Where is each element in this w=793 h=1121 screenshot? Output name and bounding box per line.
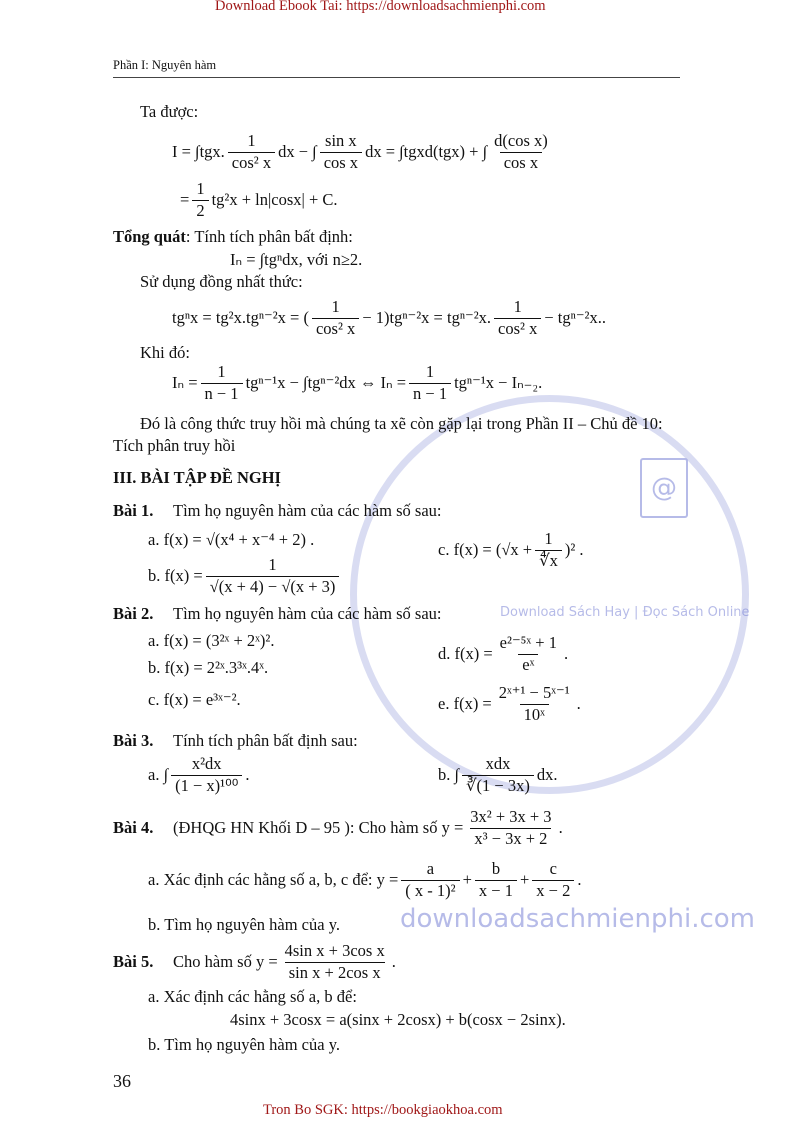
running-head: Phần I: Nguyên hàm	[113, 58, 217, 72]
eq-part: b. f(x) =	[148, 566, 203, 586]
numerator: x²dx	[191, 754, 222, 773]
denominator: x − 2	[532, 880, 574, 901]
numerator: 1	[247, 131, 256, 150]
watermark-book-icon: @	[640, 458, 688, 518]
denominator: sin x + 2cos x	[285, 962, 385, 983]
eq-part: tgⁿ⁻¹x − Iₙ₋₂.	[454, 373, 543, 393]
numerator: b	[491, 859, 501, 878]
eq-part: +	[519, 870, 530, 890]
eq-part: =	[180, 190, 190, 210]
denominator: cos² x	[228, 152, 275, 173]
paragraph-line-2: Tích phân truy hồi	[113, 436, 236, 455]
bai3-b	[438, 755, 557, 796]
denominator: n − 1	[409, 383, 451, 404]
bai3-heading	[113, 731, 358, 751]
eq-part: )² .	[564, 540, 584, 560]
bai5-identity: 4sinx + 3cosx = a(sinx + 2cosx) + b(cosx − 2sinx).	[230, 1010, 566, 1029]
eq-part: .	[563, 644, 569, 664]
watermark-tagline: Download Sách Hay | Đọc Sách Online	[500, 605, 750, 620]
eq-part: a. ∫	[148, 765, 169, 785]
denominator: cos x	[500, 152, 542, 173]
eq-part: tg²x + ln|cosx| + C.	[211, 190, 338, 210]
denominator: 2	[192, 200, 208, 221]
numerator: 1	[425, 362, 435, 381]
footer-link[interactable]: Tron Bo SGK: https://bookgiaokhoa.com	[263, 1102, 503, 1118]
bai4-b: b. Tìm họ nguyên hàm của y.	[148, 915, 341, 934]
page-number: 36	[113, 1071, 131, 1091]
bai4-heading	[113, 808, 563, 849]
denominator: cos x	[320, 152, 362, 173]
eq-part: a. Xác định các hằng số a, b, c để: y =	[148, 870, 399, 890]
denominator: cos² x	[312, 318, 359, 339]
numerator: 1	[331, 297, 340, 316]
numerator: 1	[196, 179, 205, 198]
bai5-a: a. Xác định các hằng số a, b để:	[148, 987, 357, 1006]
header-download-link[interactable]: Download Ebook Tai: https://downloadsachmienphi.com	[215, 0, 546, 14]
bai1-heading	[113, 501, 442, 521]
bai5-b: b. Tìm họ nguyên hàm của y.	[148, 1035, 341, 1054]
eq-part: .	[558, 818, 563, 838]
exercise-text: Tính tích phân bất định sau:	[173, 731, 358, 750]
eq-part: − 1)tgⁿ⁻²x = tgⁿ⁻²x.	[362, 308, 492, 328]
bai4-a	[148, 860, 581, 901]
exercise-label: Bài 4.	[113, 818, 154, 838]
eq-part: tgⁿ⁻¹x − ∫tgⁿ⁻²dx ⇔ Iₙ =	[245, 373, 407, 393]
text-ta-duoc: Ta được:	[140, 102, 199, 121]
header-rule	[113, 77, 680, 78]
numerator: 4sin x + 3cos x	[284, 941, 385, 960]
numerator: 2ˣ⁺¹ − 5ˣ⁻¹	[498, 683, 570, 702]
exercise-text: Tìm họ nguyên hàm của các hàm số sau:	[173, 501, 442, 520]
eq-part: tgⁿx = tg²x.tgⁿ⁻²x = (	[172, 308, 309, 328]
equation-4	[172, 363, 542, 404]
numerator: 1	[544, 529, 553, 548]
exercise-text: (ĐHQG HN Khối D – 95 ): Cho hàm số y =	[173, 818, 464, 838]
eq-part: .	[576, 694, 581, 714]
numerator: 1	[268, 555, 277, 574]
eq-part: I = ∫tgx.	[172, 142, 225, 162]
denominator: √(x + 4) − √(x + 3)	[206, 576, 340, 597]
in-definition: Iₙ = ∫tgⁿdx, với n≥2.	[230, 250, 363, 269]
bai3-a	[148, 755, 249, 796]
tong-quat-label: Tổng quát	[113, 227, 186, 246]
eq-part: dx = ∫tgxd(tgx) + ∫	[365, 142, 488, 162]
numerator: 1	[513, 297, 522, 316]
eq-part: .	[391, 952, 396, 972]
denominator: x³ − 3x + 2	[470, 828, 551, 849]
watermark-site: downloadsachmienphi.com	[400, 904, 755, 934]
exercise-label: Bài 5.	[113, 952, 154, 972]
numerator: e²⁻⁵ˣ + 1	[499, 633, 557, 652]
numerator: 3x² + 3x + 3	[470, 807, 552, 826]
text-su-dung: Sử dụng đồng nhất thức:	[140, 272, 303, 291]
bai2-b: b. f(x) = 2²ˣ.3³ˣ.4ˣ.	[148, 658, 269, 677]
exercise-label: Bài 3.	[113, 731, 154, 750]
exercise-label: Bài 1.	[113, 501, 154, 520]
eq-part: c. f(x) = (√x +	[438, 540, 533, 560]
bai2-heading	[113, 604, 442, 624]
denominator: ∛(1 − 3x)	[462, 775, 534, 796]
section-title: III. BÀI TẬP ĐỀ NGHỊ	[113, 468, 281, 487]
paragraph-line-1: Đó là công thức truy hồi mà chúng ta xẽ còn gặp lại trong Phần II – Chủ đề 10:	[140, 414, 663, 433]
bai2-c: c. f(x) = e³ˣ⁻².	[148, 690, 241, 709]
eq-part: d. f(x) =	[438, 644, 493, 664]
numerator: a	[426, 859, 435, 878]
tong-quat-line	[113, 227, 353, 247]
equation-3	[172, 298, 606, 339]
bai2-d	[438, 634, 568, 675]
denominator: eˣ	[518, 654, 538, 675]
numerator: d(cos x)	[494, 131, 548, 150]
numerator: c	[549, 859, 557, 878]
section-heading	[113, 468, 281, 488]
denominator: 10ˣ	[520, 704, 549, 725]
text-khi-do: Khi đó:	[140, 343, 190, 362]
eq-part: .	[245, 765, 250, 785]
eq-part: Iₙ =	[172, 373, 198, 393]
denominator: x − 1	[475, 880, 517, 901]
eq-part: dx.	[536, 765, 558, 785]
bai1-b	[148, 556, 342, 597]
bai1-c	[438, 530, 584, 571]
equation-1	[172, 132, 555, 173]
numerator: xdx	[485, 754, 511, 773]
eq-part: +	[462, 870, 472, 890]
eq-part: dx − ∫	[278, 142, 317, 162]
equation-2	[180, 180, 338, 221]
bai2-a: a. f(x) = (3²ˣ + 2ˣ)².	[148, 631, 275, 650]
eq-part: e. f(x) =	[438, 694, 492, 714]
denominator: ( x - 1)²	[401, 880, 459, 901]
numerator: sin x	[325, 131, 357, 150]
eq-part: .	[577, 870, 582, 890]
bai5-heading	[113, 942, 396, 983]
denominator: ∜x	[535, 550, 562, 571]
denominator: cos² x	[494, 318, 541, 339]
exercise-text: Cho hàm số y =	[173, 952, 278, 972]
eq-part: b. ∫	[438, 765, 460, 785]
watermark-circle	[350, 395, 749, 794]
denominator: n − 1	[201, 383, 243, 404]
eq-part: − tgⁿ⁻²x..	[544, 308, 606, 328]
exercise-label: Bài 2.	[113, 604, 154, 623]
denominator: (1 − x)¹⁰⁰	[171, 775, 242, 796]
bai1-a: a. f(x) = √(x⁴ + x⁻⁴ + 2) .	[148, 530, 315, 549]
tong-quat-text: : Tính tích phân bất định:	[185, 227, 353, 246]
numerator: 1	[217, 362, 226, 381]
bai2-e	[438, 684, 581, 725]
exercise-text: Tìm họ nguyên hàm của các hàm số sau:	[173, 604, 442, 623]
